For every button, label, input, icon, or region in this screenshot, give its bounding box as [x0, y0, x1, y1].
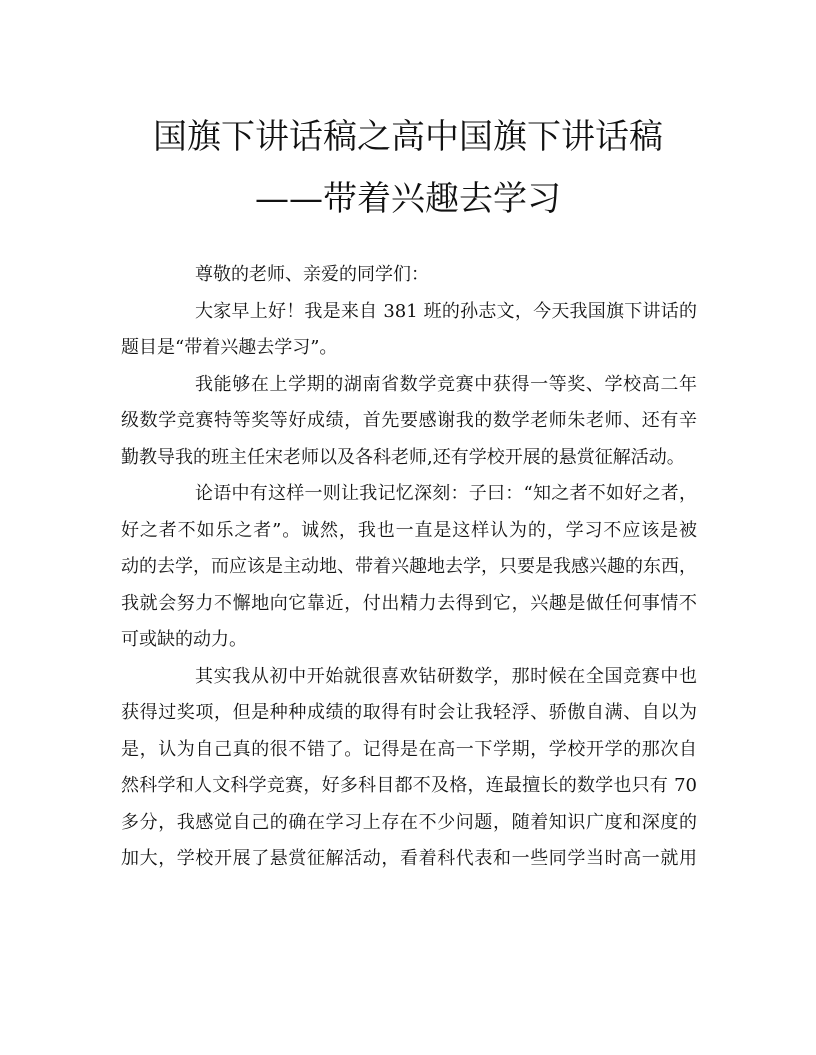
paragraph-line: 题目是“带着兴趣去学习”。: [121, 337, 338, 358]
paragraph-line: 大家早上好！我是来自 381 班的孙志文，今天我国旗下讲话的: [195, 300, 697, 322]
paragraph-line: 然科学和人文科学竞赛，好多科目都不及格，连最擅长的数学也只有 70: [121, 775, 697, 796]
title-line-2: ——带着兴趣去学习: [255, 179, 561, 219]
paragraph-line: 论语中有这样一则让我记忆深刻：子曰：“知之者不如好之者，: [195, 483, 697, 504]
paragraph-line: 加大，学校开展了悬赏征解活动，看着科代表和一些同学当时高一就用: [121, 848, 697, 869]
paragraph-line: 其实我从初中开始就很喜欢钻研数学，那时候在全国竞赛中也: [195, 665, 697, 687]
paragraph-line: 动的去学，而应该是主动地、带着兴趣地去学，只要是我感兴趣的东西，: [121, 556, 697, 577]
paragraph-line: 勤教导我的班主任宋老师以及各科老师,还有学校开展的悬赏征解活动。: [121, 446, 685, 468]
paragraph-line: 获得过奖项，但是种种成绩的取得有时会让我轻浮、骄傲自满、自以为: [121, 702, 697, 723]
document-body: [121, 257, 697, 878]
paragraph-line: 级数学竞赛特等奖等好成绩，首先要感谢我的数学老师朱老师、还有辛: [121, 410, 697, 431]
paragraph-line: 我能够在上学期的湖南省数学竞赛中获得一等奖、学校高二年: [195, 373, 697, 395]
title-line-1: 国旗下讲话稿之高中国旗下讲话稿: [153, 117, 663, 157]
document-title: [0, 106, 816, 230]
paragraph-line: 我就会努力不懈地向它靠近，付出精力去得到它，兴趣是做任何事情不: [121, 592, 697, 614]
salutation-line: 尊敬的老师、亲爱的同学们：: [195, 264, 429, 285]
paragraph-line: 可或缺的动力。: [121, 629, 247, 650]
paragraph-line: 多分，我感觉自己的确在学习上存在不少问题，随着知识广度和深度的: [121, 811, 697, 833]
paragraph-line: 好之者不如乐之者”。诚然，我也一直是这样认为的，学习不应该是被: [121, 519, 697, 541]
paragraph-line: 是，认为自己真的很不错了。记得是在高一下学期，学校开学的那次自: [121, 738, 697, 760]
